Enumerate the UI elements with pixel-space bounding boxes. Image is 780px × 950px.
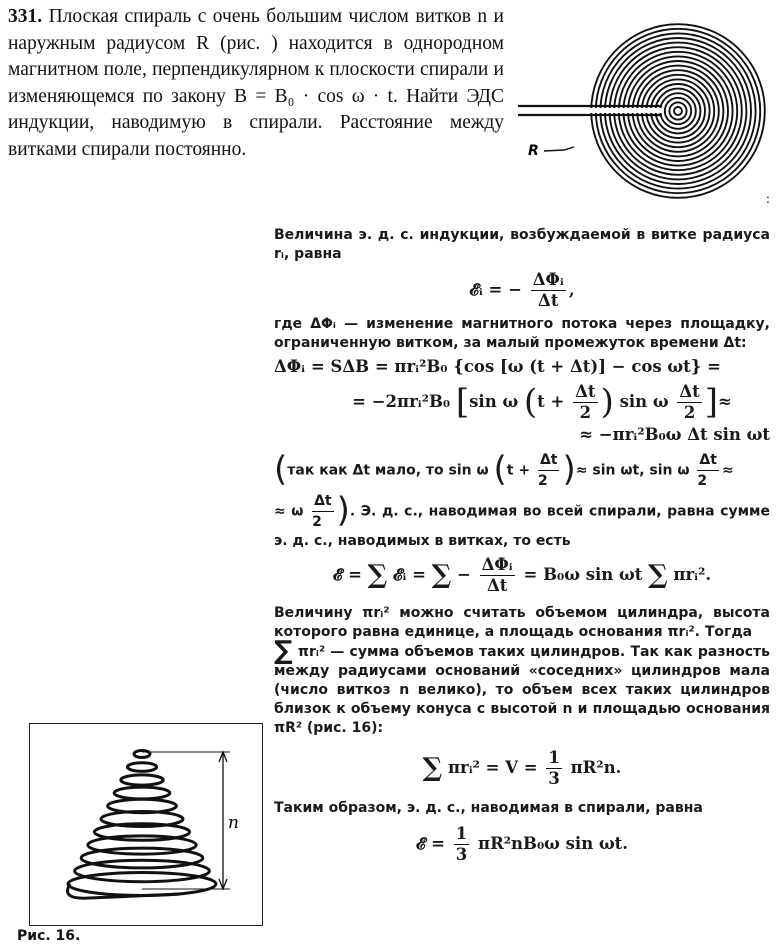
p3-part-a: так как Δt мало, то sin ω [287, 462, 489, 479]
eq6-denominator: 3 [548, 769, 560, 788]
cone-figure [30, 724, 262, 925]
solution-paragraph-5: Величину πrᵢ² можно считать объемом цилиндра, высота которого равна единице, а площадь основания πrᵢ². Тогда [274, 605, 770, 640]
eq6-fraction [546, 748, 561, 789]
radius-label: R [528, 143, 539, 159]
p4-denominator: 2 [312, 514, 322, 530]
p4-numerator: Δt [312, 491, 334, 512]
eq7-denominator: 3 [455, 845, 468, 864]
eq5-part-b: 𝓔ᵢ = [392, 565, 426, 584]
p3-inner-close-paren: ) [562, 449, 576, 490]
eq5-sum-1: ∑ [367, 560, 388, 590]
solution-paragraph-7: Таким образом, э. д. с., наводимая в спирали, равна [274, 800, 703, 816]
spiral-lead-gap [518, 108, 662, 113]
p4-close-paren: ) [336, 490, 350, 531]
eq1-tail: , [568, 280, 575, 299]
eq3-close-paren: ) [600, 382, 614, 422]
equation-6 [274, 748, 770, 789]
eq7-part-a: 𝓔 = [415, 834, 446, 853]
problem-statement [8, 4, 504, 163]
spiral-figure [512, 10, 774, 200]
eq5-denominator: Δt [486, 576, 508, 595]
problem-number: 331. [8, 6, 43, 27]
p3-open-paren: ( [274, 449, 288, 490]
equation-7 [274, 824, 770, 865]
solution-paragraph-2: где ΔΦᵢ — изменение магнитного потока через площадку, ограниченную витком, за малый промежуток времени Δt: [274, 316, 770, 351]
eq3-numerator-2: Δt [679, 382, 700, 401]
problem-text: Плоская спираль с очень большим числом витков n и наружным радиусом R (рис. ) находится в однородном магнитном поле, перпендикулярном к плоскости спирали и изменяющемся по закону B = B₀ · cos ω · t. Найти ЭДС индукции, наводимую в спирали. Расстояние между витками спирали постоянно. [8, 6, 504, 160]
solution-paragraph-4 [274, 491, 770, 551]
p3-part-d: ≈ [721, 462, 734, 479]
eq6-numerator: 1 [548, 748, 560, 767]
eq5-part-d: = B₀ω sin ωt [523, 565, 643, 584]
eq3-part-a: = −2πrᵢ²B₀ [352, 392, 451, 411]
p3-denominator-1: 2 [537, 473, 548, 489]
eq3-part-e: ≈ [718, 392, 732, 411]
colon-mark: : [766, 192, 770, 207]
eq5-part-e: πrᵢ². [673, 565, 712, 584]
p3-part-c: ≈ sin ωt, sin ω [575, 462, 690, 479]
eq3-numerator-1: Δt [575, 382, 596, 401]
eq5-sum-3: ∑ [648, 560, 668, 590]
equation-3 [314, 382, 770, 423]
cone-coil [127, 763, 156, 772]
eq7-part-b: πR²nB₀ω sin ωt. [478, 834, 629, 853]
equation-4: ≈ −πrᵢ²B₀ω Δt sin ωt [579, 425, 770, 444]
p4-fraction [312, 491, 334, 532]
eq5-fraction [480, 555, 515, 596]
eq3-part-b: sin ω [469, 392, 519, 411]
eq1-denominator: Δt [538, 291, 559, 310]
p3-numerator-2: Δt [697, 450, 719, 471]
spiral-ring [669, 102, 686, 119]
p6-text: πrᵢ² — сумма объемов таких цилиндров. Так как разность между радиусами оснований «соседних» цилиндров мала (число виткоз n велико), то объем всех таких цилиндров близок к объему конуса с высотой n и площадью основания πR² (рис. 16): [274, 644, 771, 736]
eq1-lhs: 𝓔ᵢ = − [469, 280, 522, 299]
p3-fraction-1 [538, 450, 560, 491]
eq5-sum-2: ∑ [431, 560, 452, 590]
eq3-denominator-2: 2 [683, 403, 696, 422]
eq5-numerator: ΔΦᵢ [481, 555, 513, 574]
solution-paragraph-3 [274, 450, 770, 491]
p4-part-b: . Э. д. с., наводимая во всей спирали, равна сумме э. д. с., наводимых в витках, то есть [274, 503, 771, 549]
figure-caption: Рис. 16. [17, 928, 81, 944]
cone-coil [121, 775, 163, 785]
cone-coils [68, 751, 217, 899]
eq5-part-c: − [457, 565, 471, 584]
eq3-fraction-2 [677, 382, 701, 423]
solution [274, 226, 770, 865]
eq3-close-bracket: ] [704, 382, 719, 422]
cone-figure-frame [29, 723, 263, 926]
eq5-part-a: 𝓔 = [332, 565, 362, 584]
p3-part-b: t + [506, 462, 531, 479]
eq1-fraction [531, 270, 566, 311]
p3-fraction-2 [697, 450, 719, 491]
eq3-open-paren: ( [523, 382, 538, 422]
p3-numerator-1: Δt [538, 450, 560, 471]
equation-5 [274, 555, 770, 596]
spiral-ring [674, 107, 682, 115]
p3-denominator-2: 2 [697, 473, 708, 489]
solution-paragraph-1: Величина э. д. с. индукции, возбуждаемой в витке радиуса rᵢ, равна [274, 227, 770, 262]
equation-2: ΔΦᵢ = SΔB = πrᵢ²B₀ {cos [ω (t + Δt)] − cos ωt} = [274, 357, 721, 376]
eq7-numerator: 1 [455, 824, 468, 843]
cone-coil [114, 787, 170, 799]
height-label: n [228, 813, 239, 833]
eq3-part-c: t + [537, 392, 565, 411]
eq7-fraction [454, 824, 469, 865]
eq3-open-bracket: [ [455, 382, 470, 422]
eq6-part-b: πR²n. [570, 758, 622, 777]
radius-pointer [544, 147, 574, 151]
eq3-denominator-1: 2 [579, 403, 592, 422]
p4-part-a: ≈ ω [274, 503, 304, 520]
cone-coil [81, 848, 203, 868]
eq3-part-d: sin ω [619, 392, 669, 411]
eq6-part-a: πrᵢ² = V = [447, 758, 538, 777]
solution-paragraph-6 [274, 636, 771, 738]
eq6-sum: ∑ [422, 753, 443, 783]
p6-sum: ∑ [274, 636, 293, 666]
cone-coil [68, 873, 216, 896]
spiral-ring [656, 89, 701, 134]
p3-inner-open-paren: ( [493, 449, 507, 490]
eq1-numerator: ΔΦᵢ [532, 270, 564, 289]
equation-1 [274, 270, 770, 311]
eq3-fraction-1 [573, 382, 597, 423]
